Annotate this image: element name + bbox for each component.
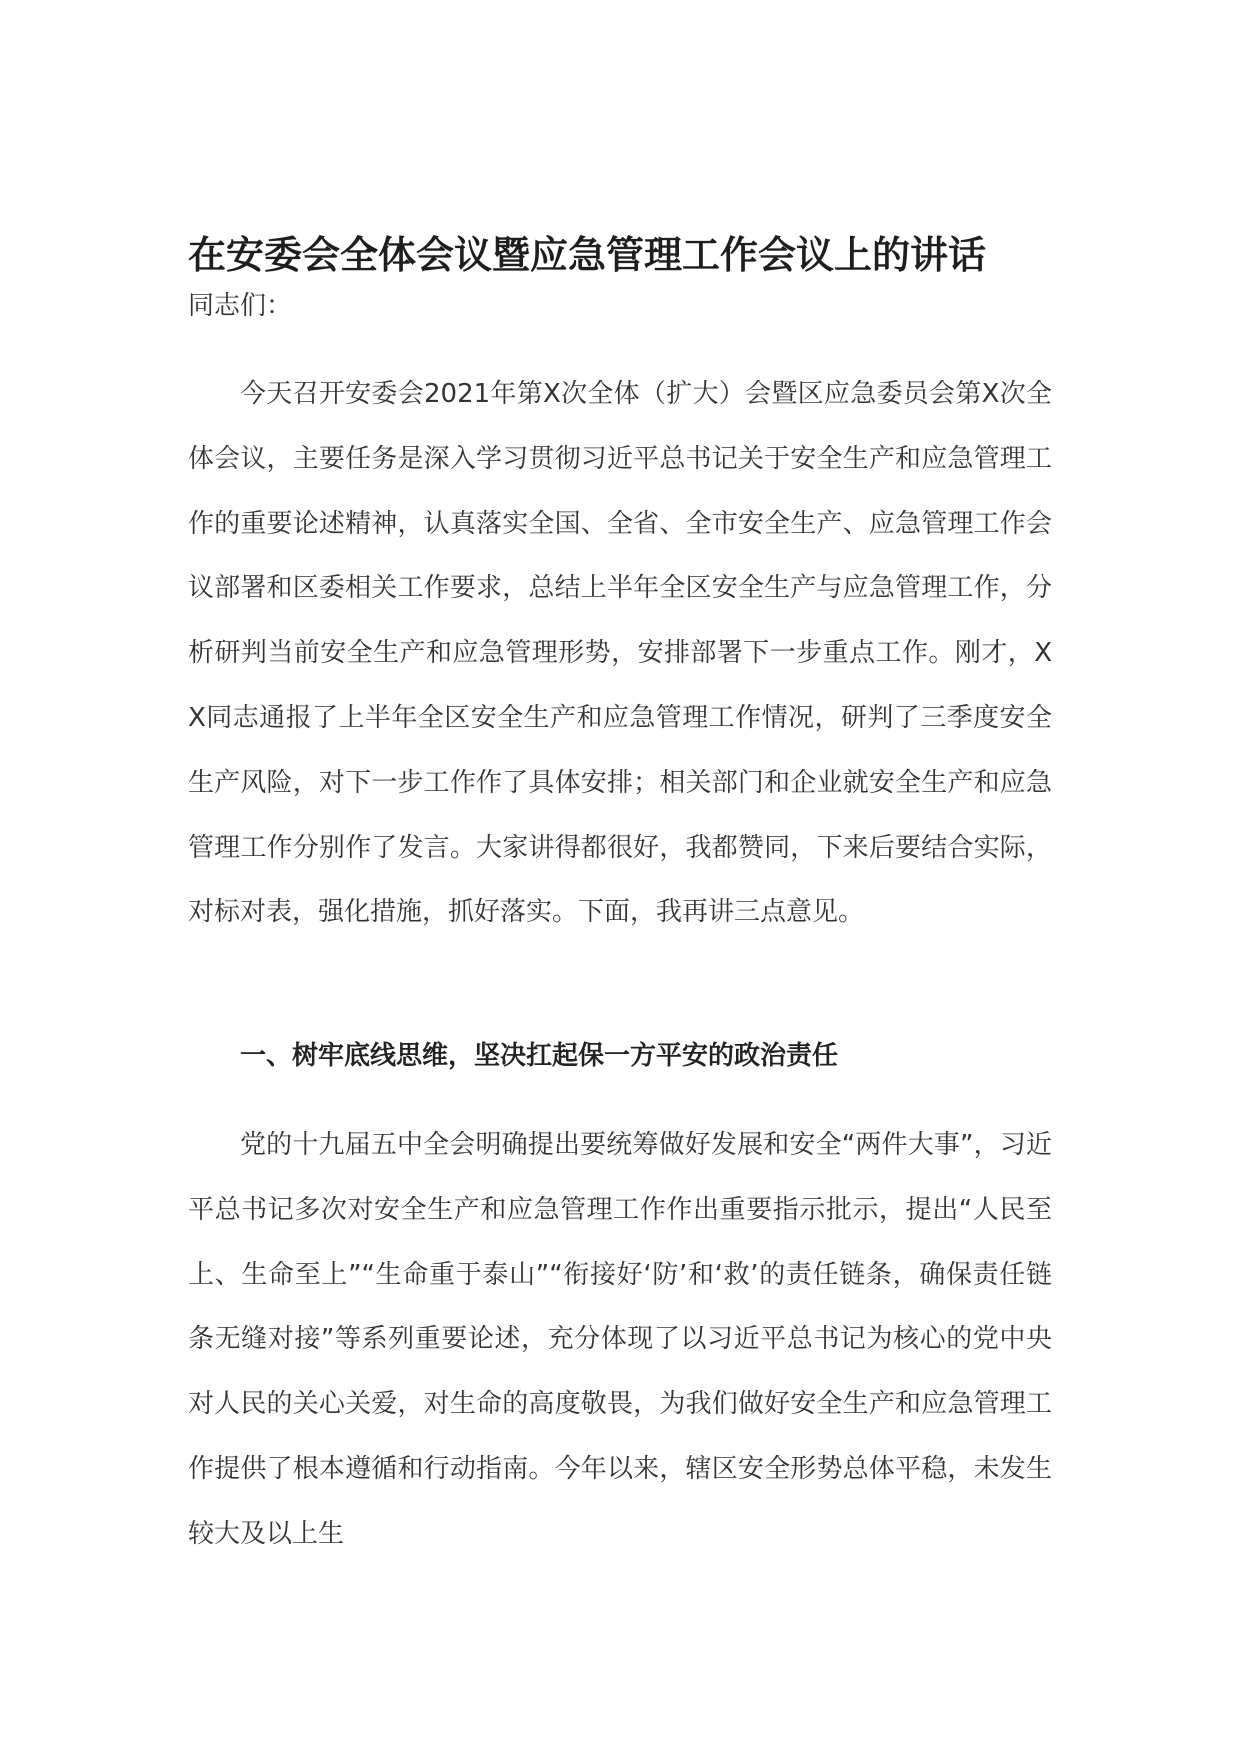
document-title: 在安委会全体会议暨应急管理工作会议上的讲话 xyxy=(188,233,987,278)
paragraph-intro: 今天召开安委会2021年第X次全体（扩大）会暨区应急委员会第X次全体会议，主要任务是深入学习贯彻习近平总书记关于安全生产和应急管理工作的重要论述精神，认真落实全国、全省、全市安全生产、应急管理工作会议部署和区委相关工作要求，总结上半年全区安全生产与应急管理工作，分析研判当前安全生产和应急管理形势，安排部署下一步重点工作。刚才，XX同志通报了上半年全区安全生产和应急管理工作情况，研判了三季度安全生产风险，对下一步工作作了具体安排；相关部门和企业就安全生产和应急管理工作分别作了发言。大家讲得都很好，我都赞同，下来后要结合实际，对标对表，强化措施，抓好落实。下面，我再讲三点意见。 xyxy=(188,379,1052,928)
salutation: 同志们： xyxy=(188,291,293,321)
paragraph-section-1: 党的十九届五中全会明确提出要统筹做好发展和安全“两件大事”，习近平总书记多次对安全生产和应急管理工作作出重要指示批示，提出“人民至上、生命至上”“生命重于泰山”“衔接好‘防’和‘救’的责任链条，确保责任链条无缝对接”等系列重要论述，充分体现了以习近平总书记为核心的党中央对人民的关心关爱，对生命的高度敬畏，为我们做好安全生产和应急管理工作提供了根本遵循和行动指南。今年以来，辖区安全形势总体平稳，未发生较大及以上生 xyxy=(188,1130,1052,1549)
section-heading-1: 一、树牢底线思维，坚决扛起保一方平安的政治责任 xyxy=(240,1041,839,1071)
